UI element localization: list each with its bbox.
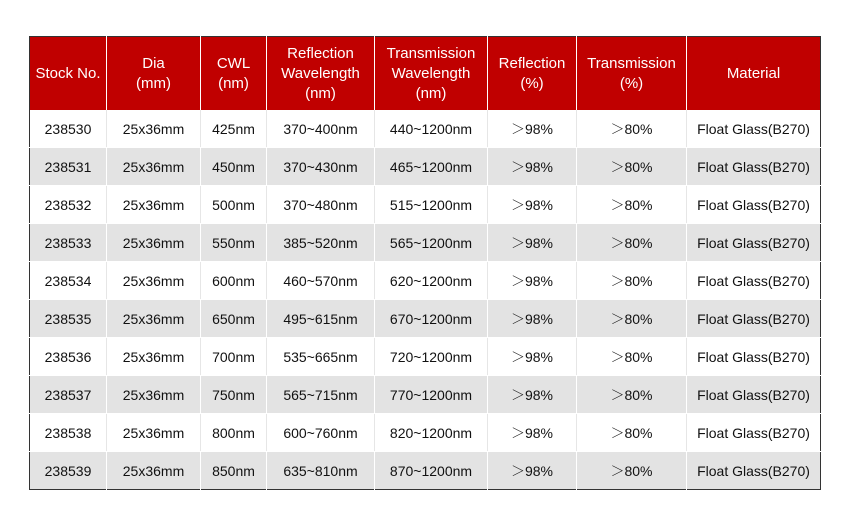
- transmission-wavelength-cell: 515~1200nm: [375, 186, 488, 224]
- header-dia: [107, 37, 201, 111]
- cwl-cell: 750nm: [201, 376, 267, 414]
- table-row: [30, 262, 821, 300]
- transmission-wavelength-cell: 440~1200nm: [375, 110, 488, 148]
- reflection-percent-cell: ＞98%: [488, 186, 577, 224]
- dia-cell: 25x36mm: [107, 376, 201, 414]
- table-header: [30, 37, 821, 111]
- cwl-cell: 425nm: [201, 110, 267, 148]
- header-transmission-wavelength: [375, 37, 488, 111]
- table-row: [30, 224, 821, 262]
- transmission-wavelength-cell: 565~1200nm: [375, 224, 488, 262]
- transmission-percent-cell: ＞80%: [577, 262, 687, 300]
- material-cell: Float Glass(B270): [687, 224, 821, 262]
- reflection-wavelength-cell: 460~570nm: [267, 262, 375, 300]
- transmission-percent-cell: ＞80%: [577, 148, 687, 186]
- header-line: Wavelength: [391, 64, 471, 82]
- transmission-percent-cell: ＞80%: [577, 110, 687, 148]
- dia-cell: 25x36mm: [107, 110, 201, 148]
- reflection-percent-cell: ＞98%: [488, 224, 577, 262]
- reflection-percent-cell: ＞98%: [488, 300, 577, 338]
- material-cell: Float Glass(B270): [687, 452, 821, 490]
- transmission-wavelength-cell: 720~1200nm: [375, 338, 488, 376]
- cwl-cell: 600nm: [201, 262, 267, 300]
- stock-no-cell: 238533: [30, 224, 107, 262]
- header-line: (nm): [218, 74, 249, 92]
- header-line: (mm): [136, 74, 171, 92]
- transmission-wavelength-cell: 670~1200nm: [375, 300, 488, 338]
- header-line: Reflection: [498, 54, 566, 72]
- header-material: [687, 37, 821, 111]
- cwl-cell: 650nm: [201, 300, 267, 338]
- stock-no-cell: 238538: [30, 414, 107, 452]
- header-row: [30, 37, 821, 111]
- material-cell: Float Glass(B270): [687, 148, 821, 186]
- dia-cell: 25x36mm: [107, 414, 201, 452]
- reflection-wavelength-cell: 370~480nm: [267, 186, 375, 224]
- cwl-cell: 700nm: [201, 338, 267, 376]
- material-cell: Float Glass(B270): [687, 376, 821, 414]
- transmission-percent-cell: ＞80%: [577, 414, 687, 452]
- transmission-wavelength-cell: 620~1200nm: [375, 262, 488, 300]
- header-reflection-wavelength: [267, 37, 375, 111]
- dia-cell: 25x36mm: [107, 300, 201, 338]
- dia-cell: 25x36mm: [107, 338, 201, 376]
- stock-no-cell: 238531: [30, 148, 107, 186]
- reflection-percent-cell: ＞98%: [488, 414, 577, 452]
- table-body: [30, 110, 821, 490]
- reflection-wavelength-cell: 535~665nm: [267, 338, 375, 376]
- stock-no-cell: 238534: [30, 262, 107, 300]
- transmission-wavelength-cell: 770~1200nm: [375, 376, 488, 414]
- header-line: (nm): [305, 84, 336, 102]
- reflection-wavelength-cell: 565~715nm: [267, 376, 375, 414]
- reflection-wavelength-cell: 495~615nm: [267, 300, 375, 338]
- stock-no-cell: 238530: [30, 110, 107, 148]
- stock-no-cell: 238535: [30, 300, 107, 338]
- transmission-percent-cell: ＞80%: [577, 338, 687, 376]
- transmission-percent-cell: ＞80%: [577, 300, 687, 338]
- material-cell: Float Glass(B270): [687, 186, 821, 224]
- transmission-percent-cell: ＞80%: [577, 376, 687, 414]
- material-cell: Float Glass(B270): [687, 110, 821, 148]
- transmission-percent-cell: ＞80%: [577, 452, 687, 490]
- header-line: CWL: [216, 54, 251, 72]
- material-cell: Float Glass(B270): [687, 414, 821, 452]
- table-row: [30, 300, 821, 338]
- material-cell: Float Glass(B270): [687, 300, 821, 338]
- reflection-percent-cell: ＞98%: [488, 262, 577, 300]
- dia-cell: 25x36mm: [107, 262, 201, 300]
- header-line: (nm): [415, 84, 447, 102]
- cwl-cell: 550nm: [201, 224, 267, 262]
- dia-cell: 25x36mm: [107, 452, 201, 490]
- transmission-percent-cell: ＞80%: [577, 186, 687, 224]
- cwl-cell: 800nm: [201, 414, 267, 452]
- stock-no-cell: 238536: [30, 338, 107, 376]
- header-line: (%): [520, 74, 544, 92]
- header-line: Transmission: [386, 44, 476, 62]
- table-row: [30, 338, 821, 376]
- header-line: Material: [726, 64, 781, 82]
- header-line: (%): [619, 74, 644, 92]
- reflection-percent-cell: ＞98%: [488, 338, 577, 376]
- header-line: Transmission: [587, 54, 676, 72]
- reflection-wavelength-cell: 600~760nm: [267, 414, 375, 452]
- header-line: Reflection: [287, 44, 354, 62]
- dia-cell: 25x36mm: [107, 148, 201, 186]
- table-row: [30, 110, 821, 148]
- dia-cell: 25x36mm: [107, 186, 201, 224]
- header-line: Dia: [142, 54, 165, 72]
- stock-no-cell: 238537: [30, 376, 107, 414]
- reflection-percent-cell: ＞98%: [488, 148, 577, 186]
- reflection-wavelength-cell: 635~810nm: [267, 452, 375, 490]
- table-row: [30, 376, 821, 414]
- table-row: [30, 186, 821, 224]
- table-row: [30, 452, 821, 490]
- reflection-percent-cell: ＞98%: [488, 452, 577, 490]
- transmission-percent-cell: ＞80%: [577, 224, 687, 262]
- reflection-wavelength-cell: 370~400nm: [267, 110, 375, 148]
- cwl-cell: 450nm: [201, 148, 267, 186]
- spec-table: [29, 36, 821, 490]
- header-transmission-percent: [577, 37, 687, 111]
- header-reflection-percent: [488, 37, 577, 111]
- dia-cell: 25x36mm: [107, 224, 201, 262]
- header-stock-no: [30, 37, 107, 111]
- stock-no-cell: 238532: [30, 186, 107, 224]
- material-cell: Float Glass(B270): [687, 338, 821, 376]
- reflection-percent-cell: ＞98%: [488, 376, 577, 414]
- reflection-wavelength-cell: 370~430nm: [267, 148, 375, 186]
- transmission-wavelength-cell: 465~1200nm: [375, 148, 488, 186]
- stock-no-cell: 238539: [30, 452, 107, 490]
- transmission-wavelength-cell: 820~1200nm: [375, 414, 488, 452]
- header-cwl: [201, 37, 267, 111]
- reflection-wavelength-cell: 385~520nm: [267, 224, 375, 262]
- table-row: [30, 148, 821, 186]
- cwl-cell: 500nm: [201, 186, 267, 224]
- header-line: Stock No.: [35, 64, 101, 82]
- table-row: [30, 414, 821, 452]
- header-line: Wavelength: [281, 64, 360, 82]
- transmission-wavelength-cell: 870~1200nm: [375, 452, 488, 490]
- reflection-percent-cell: ＞98%: [488, 110, 577, 148]
- cwl-cell: 850nm: [201, 452, 267, 490]
- material-cell: Float Glass(B270): [687, 262, 821, 300]
